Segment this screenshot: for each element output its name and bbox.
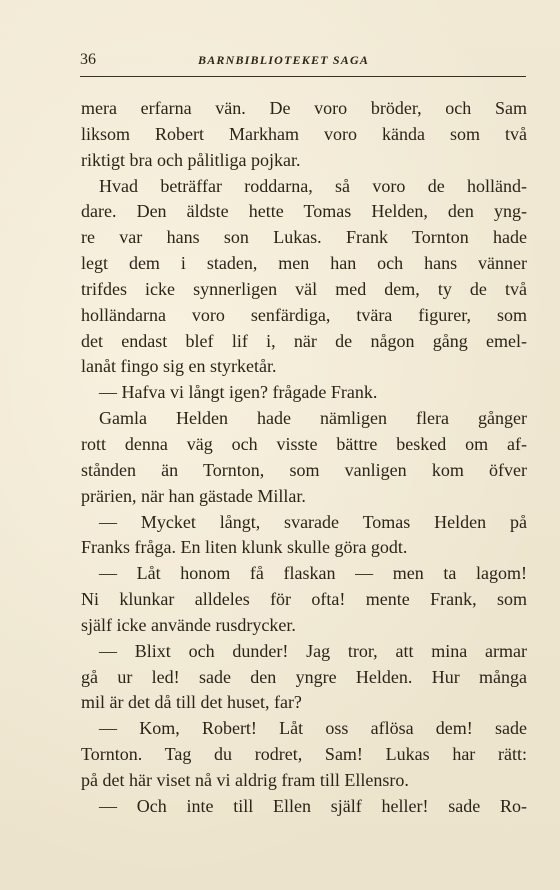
text-line: själf icke använde rusdrycker. [81,614,296,635]
text-line: dare. Den äldste hette Tomas Helden, den yng- [81,201,527,222]
text-line: — Låt honom få flaskan — men ta lagom! [99,563,527,584]
text-line: lanåt fingo sig en styrketår. [81,356,277,377]
text-line: gå ur led! sade den yngre Helden. Hur många [81,666,527,687]
text-line: Ni klunkar alldeles för ofta! mente Frank, som [81,589,527,610]
text-line: holländarna voro senfärdiga, tvära figurer, som [81,304,527,325]
page-number: 36 [80,51,96,68]
body-text [81,96,527,820]
text-line: det endast blef lif i, när de någon gång emel- [81,330,527,351]
text-line: trifdes icke synnerligen väl med dem, ty de två [81,278,527,299]
text-line: mera erfarna vän. De voro bröder, och Sam [81,98,527,118]
header-rule [80,76,526,77]
text-line: prärien, när han gästade Millar. [81,485,306,506]
text-line: mil är det då till det huset, far? [81,692,302,713]
text-line: — Hafva vi långt igen? frågade Frank. [99,382,378,403]
text-line: rott denna väg och visste bättre besked om af- [81,433,527,454]
text-line: legt dem i staden, men han och hans vänner [81,253,527,274]
text-line: Gamla Helden hade nämligen flera gånger [99,408,527,429]
text-line: — Mycket långt, svarade Tomas Helden på [99,511,527,532]
text-line: — Kom, Robert! Låt oss aflösa dem! sade [99,718,527,739]
page-header [80,50,525,72]
text-line: riktigt bra och pålitliga pojkar. [81,149,301,170]
running-title: BARNBIBLIOTEKET SAGA [198,53,370,67]
text-line: på det här viset nå vi aldrig fram till Ellensro. [81,769,409,790]
text-line: Franks fråga. En liten klunk skulle göra godt. [81,537,408,558]
text-line: re var hans son Lukas. Frank Tornton hade [81,227,527,248]
text-line: — Blixt och dunder! Jag tror, att mina armar [99,640,527,661]
text-line: Tornton. Tag du rodret, Sam! Lukas har rätt: [81,744,527,765]
text-line: Hvad beträffar roddarna, så voro de holländ- [99,175,527,196]
text-line: — Och inte till Ellen själf heller! sade Ro- [99,795,527,816]
text-line: stånden än Tornton, som vanligen kom öfver [81,459,527,480]
text-line: liksom Robert Markham voro kända som två [81,123,527,144]
